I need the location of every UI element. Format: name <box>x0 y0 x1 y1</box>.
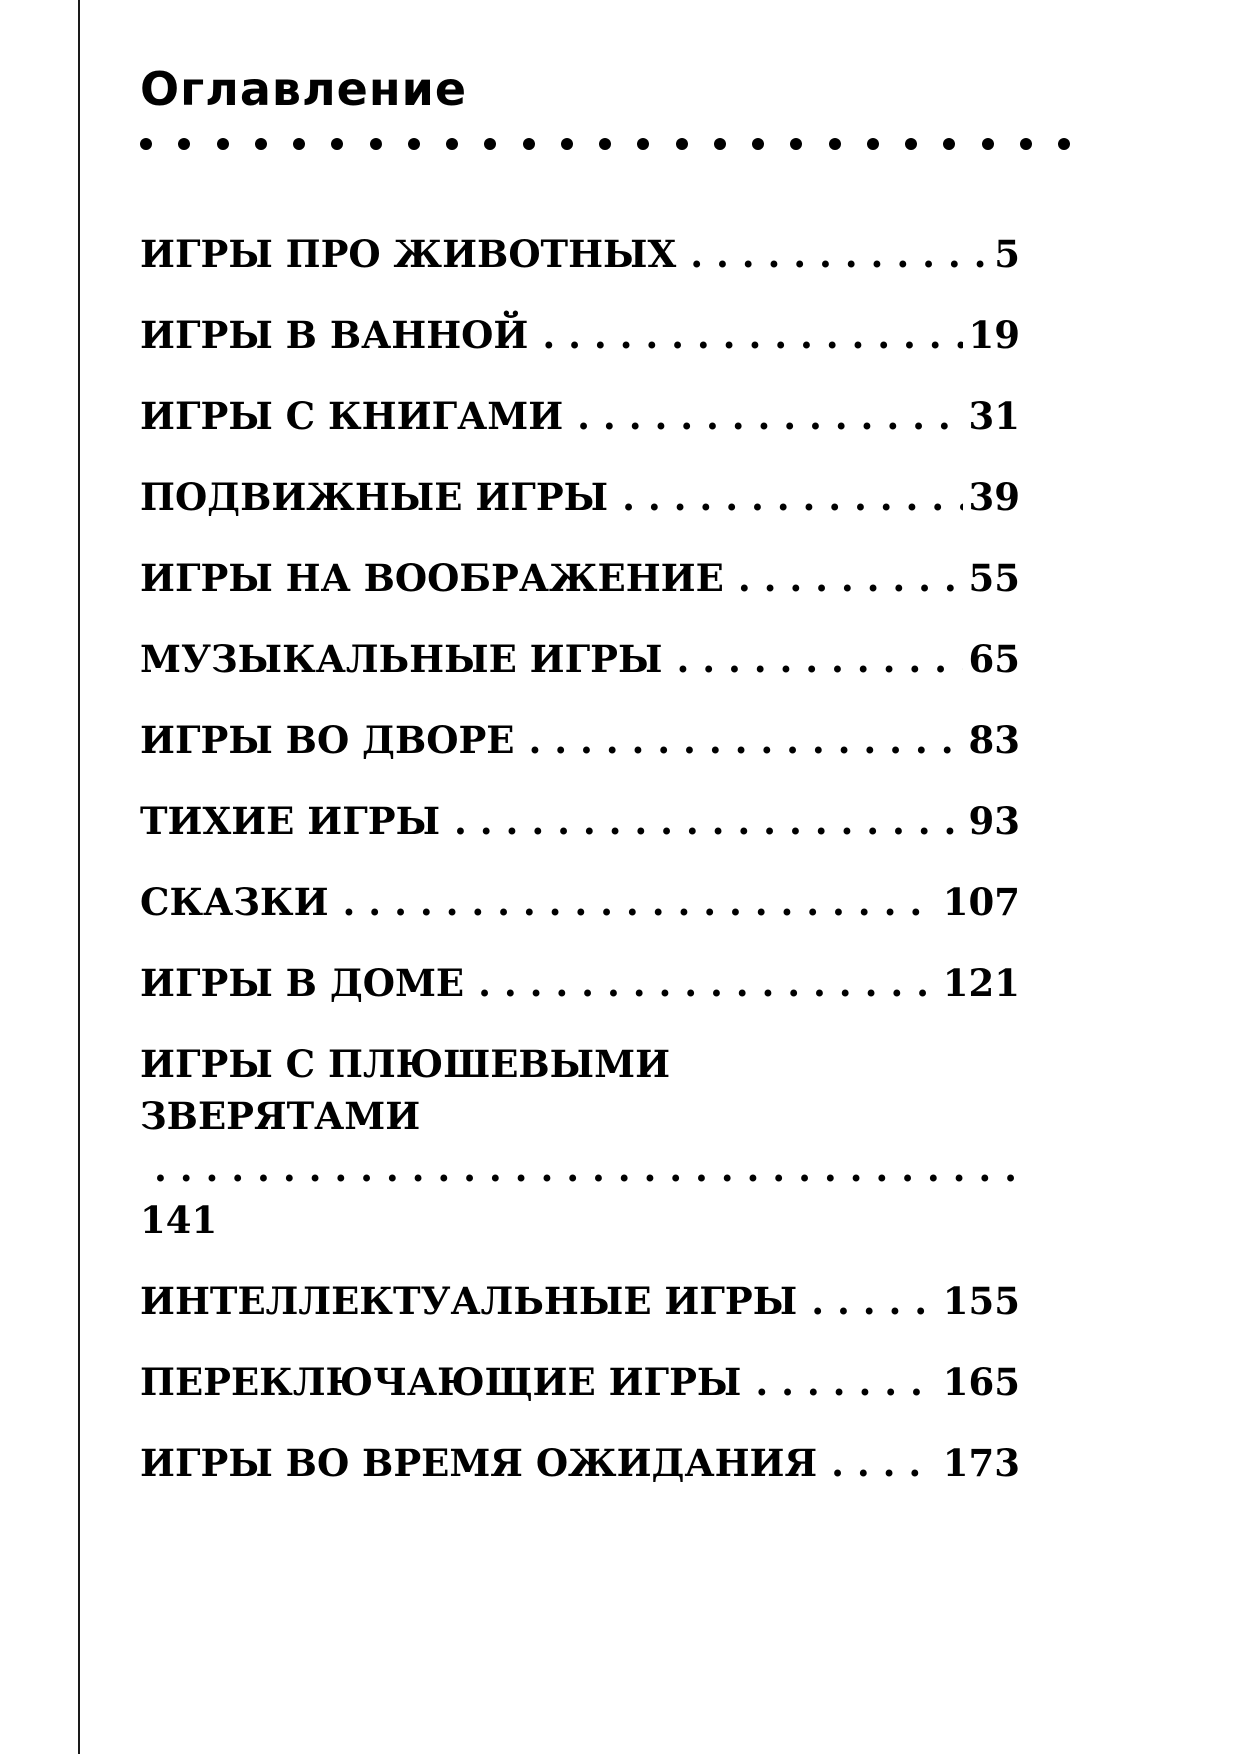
dot-leader <box>542 309 962 361</box>
page-gutter-line <box>78 0 80 1754</box>
dot-leader <box>690 228 988 280</box>
dot-leader <box>676 633 962 685</box>
dot-leader <box>738 552 963 604</box>
dot-leader <box>343 876 937 928</box>
divider-dot <box>905 138 917 150</box>
toc-entry-title: СКАЗКИ <box>140 880 329 924</box>
divider-dot <box>523 138 535 150</box>
dot-leader <box>831 1437 937 1489</box>
dot-leader <box>454 795 962 847</box>
divider-dot <box>331 138 343 150</box>
divider-dot <box>714 138 726 150</box>
toc-entry-page-number: 173 <box>942 1441 1020 1485</box>
divider-dot <box>599 138 611 150</box>
dot-leader <box>478 957 937 1009</box>
toc-entry[interactable] <box>140 471 1020 523</box>
toc-entry-page-number: 5 <box>994 232 1020 276</box>
toc-entry-page-number: 93 <box>968 799 1020 843</box>
toc-entry-title: ИГРЫ НА ВООБРАЖЕНИЕ <box>140 556 724 600</box>
toc-entry-title: МУЗЫКАЛЬНЫЕ ИГРЫ <box>140 637 663 681</box>
toc-entry-page-number: 31 <box>968 394 1020 438</box>
toc-entry-title: ИГРЫ В ДОМЕ <box>140 961 465 1005</box>
toc-entry-page-number: 107 <box>942 880 1020 924</box>
divider-dot <box>676 138 688 150</box>
dot-leader <box>154 1142 1014 1194</box>
dot-leader <box>528 714 962 766</box>
divider-dot <box>943 138 955 150</box>
divider-dot <box>637 138 649 150</box>
divider-dot <box>1020 138 1032 150</box>
divider-dot <box>867 138 879 150</box>
divider-dot <box>790 138 802 150</box>
dot-leader <box>577 390 962 442</box>
toc-entry-title: ПЕРЕКЛЮЧАЮЩИЕ ИГРЫ <box>140 1360 742 1404</box>
table-of-contents <box>140 228 1020 1518</box>
toc-entry-page-number: 55 <box>968 556 1020 600</box>
toc-entry-page-number: 155 <box>942 1279 1020 1323</box>
dot-leader <box>622 471 962 523</box>
divider-dot <box>1058 138 1070 150</box>
toc-entry[interactable] <box>140 552 1020 604</box>
toc-entry-title: ИГРЫ С КНИГАМИ <box>140 394 564 438</box>
toc-entry[interactable] <box>140 309 1020 361</box>
toc-entry[interactable] <box>140 1356 1020 1408</box>
toc-entry[interactable] <box>140 390 1020 442</box>
divider-dot <box>484 138 496 150</box>
divider-dot <box>140 138 152 150</box>
dot-leader <box>811 1275 937 1327</box>
toc-entry-page-number: 121 <box>942 961 1020 1005</box>
divider-dot <box>752 138 764 150</box>
toc-entry-page-number: 141 <box>140 1198 218 1242</box>
toc-entry[interactable] <box>140 1437 1020 1489</box>
toc-entry-title: ИГРЫ ВО ДВОРЕ <box>140 718 515 762</box>
divider-dot <box>178 138 190 150</box>
divider-dot <box>217 138 229 150</box>
divider-dot <box>408 138 420 150</box>
divider-dot <box>829 138 841 150</box>
toc-entry[interactable] <box>140 1275 1020 1327</box>
divider-dot <box>982 138 994 150</box>
dot-leader <box>755 1356 936 1408</box>
toc-entry-title: ЗВЕРЯТАМИ <box>140 1094 421 1138</box>
toc-entry-page-number: 19 <box>968 313 1020 357</box>
toc-entry-page-number: 165 <box>942 1360 1020 1404</box>
toc-entry-title-line1: ИГРЫ С ПЛЮШЕВЫМИ <box>140 1042 671 1086</box>
toc-entry-title: ИГРЫ ВО ВРЕМЯ ОЖИДАНИЯ <box>140 1441 818 1485</box>
toc-entry[interactable] <box>140 876 1020 928</box>
toc-entry[interactable] <box>140 795 1020 847</box>
toc-entry-title: ТИХИЕ ИГРЫ <box>140 799 441 843</box>
decorative-dot-divider <box>140 138 1070 150</box>
toc-entry[interactable] <box>140 957 1020 1009</box>
toc-entry-page-number: 39 <box>968 475 1020 519</box>
toc-entry[interactable] <box>140 1038 1020 1246</box>
toc-entry-title: ИГРЫ ПРО ЖИВОТНЫХ <box>140 232 677 276</box>
toc-entry-title: ПОДВИЖНЫЕ ИГРЫ <box>140 475 609 519</box>
divider-dot <box>255 138 267 150</box>
divider-dot <box>293 138 305 150</box>
divider-dot <box>446 138 458 150</box>
toc-entry-page-number: 65 <box>968 637 1020 681</box>
toc-entry-title: ИГРЫ В ВАННОЙ <box>140 313 529 357</box>
page-title: Оглавление <box>140 62 468 116</box>
toc-entry-title: ИНТЕЛЛЕКТУАЛЬНЫЕ ИГРЫ <box>140 1279 798 1323</box>
toc-entry[interactable] <box>140 228 1020 280</box>
toc-entry[interactable] <box>140 633 1020 685</box>
toc-entry-page-number: 83 <box>968 718 1020 762</box>
divider-dot <box>370 138 382 150</box>
divider-dot <box>561 138 573 150</box>
toc-entry[interactable] <box>140 714 1020 766</box>
